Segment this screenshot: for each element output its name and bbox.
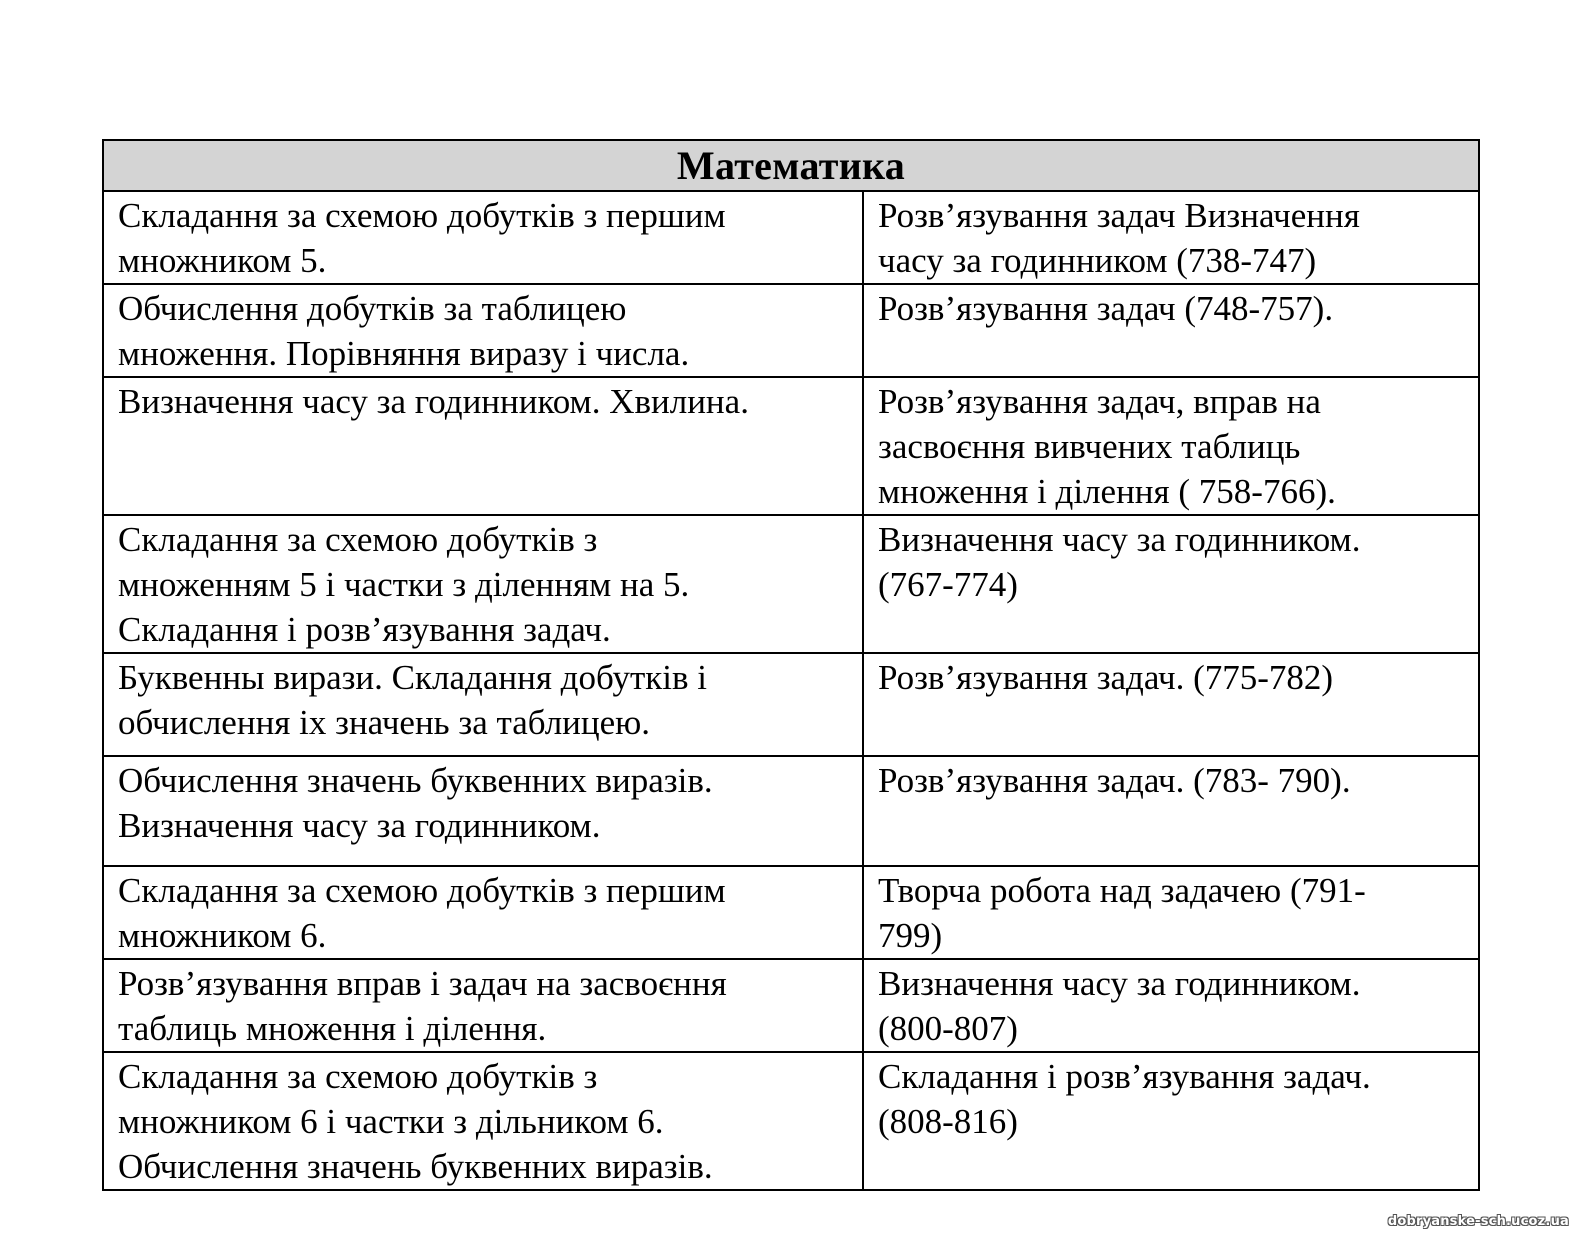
- lesson-topic: Визначення часу за годинником. Хвилина.: [104, 377, 863, 515]
- table-row: [104, 284, 1478, 377]
- table-row: [104, 192, 1478, 284]
- lesson-task: Розв’язування задач. (783- 790).: [863, 756, 1478, 866]
- lesson-task: Розв’язування задач (748-757).: [863, 284, 1478, 377]
- lesson-topic: Складання за схемою добутків з першим множником 5.: [104, 192, 863, 284]
- table-row: [104, 866, 1478, 959]
- lesson-task: Визначення часу за годинником. (767-774): [863, 515, 1478, 653]
- lesson-topic: Розв’язування вправ і задач на засвоєння таблиць множення і ділення.: [104, 959, 863, 1052]
- lesson-topic: Обчислення добутків за таблицею множення. Порівняння виразу і числа.: [104, 284, 863, 377]
- lesson-task: Складання і розв’язування задач. (808-816): [863, 1052, 1478, 1189]
- table-row: [104, 653, 1478, 756]
- lesson-topic: Складання за схемою добутків з першим множником 6.: [104, 866, 863, 959]
- table-title: Математика: [676, 143, 906, 188]
- table-row: [104, 377, 1478, 515]
- table-header: [104, 141, 1478, 192]
- lesson-topic: Складання за схемою добутків з множенням 5 і частки з діленням на 5. Складання і розв’язування задач.: [104, 515, 863, 653]
- table-row: [104, 959, 1478, 1052]
- lesson-task: Розв’язування задач. (775-782): [863, 653, 1478, 756]
- lesson-task: Розв’язування задач, вправ на засвоєння вивчених таблиць множення і ділення ( 758-766).: [863, 377, 1478, 515]
- lesson-topic: Буквенны вирази. Складання добутків і обчислення іх значень за таблицею.: [104, 653, 863, 756]
- table-row: [104, 515, 1478, 653]
- table-row: [104, 1052, 1478, 1189]
- lesson-plan-table: [102, 139, 1480, 1191]
- lessons-grid: [104, 192, 1478, 1189]
- lesson-topic: Обчислення значень буквенних виразів. Визначення часу за годинником.: [104, 756, 863, 866]
- site-watermark: dobryanske-sch.ucoz.ua: [1387, 1214, 1569, 1229]
- lesson-task: Визначення часу за годинником. (800-807): [863, 959, 1478, 1052]
- lesson-topic: Складання за схемою добутків з множником 6 і частки з дільником 6. Обчислення значень буквенних виразів.: [104, 1052, 863, 1189]
- lesson-task: Творча робота над задачею (791- 799): [863, 866, 1478, 959]
- table-row: [104, 756, 1478, 866]
- lesson-task: Розв’язування задач Визначення часу за годинником (738-747): [863, 192, 1478, 284]
